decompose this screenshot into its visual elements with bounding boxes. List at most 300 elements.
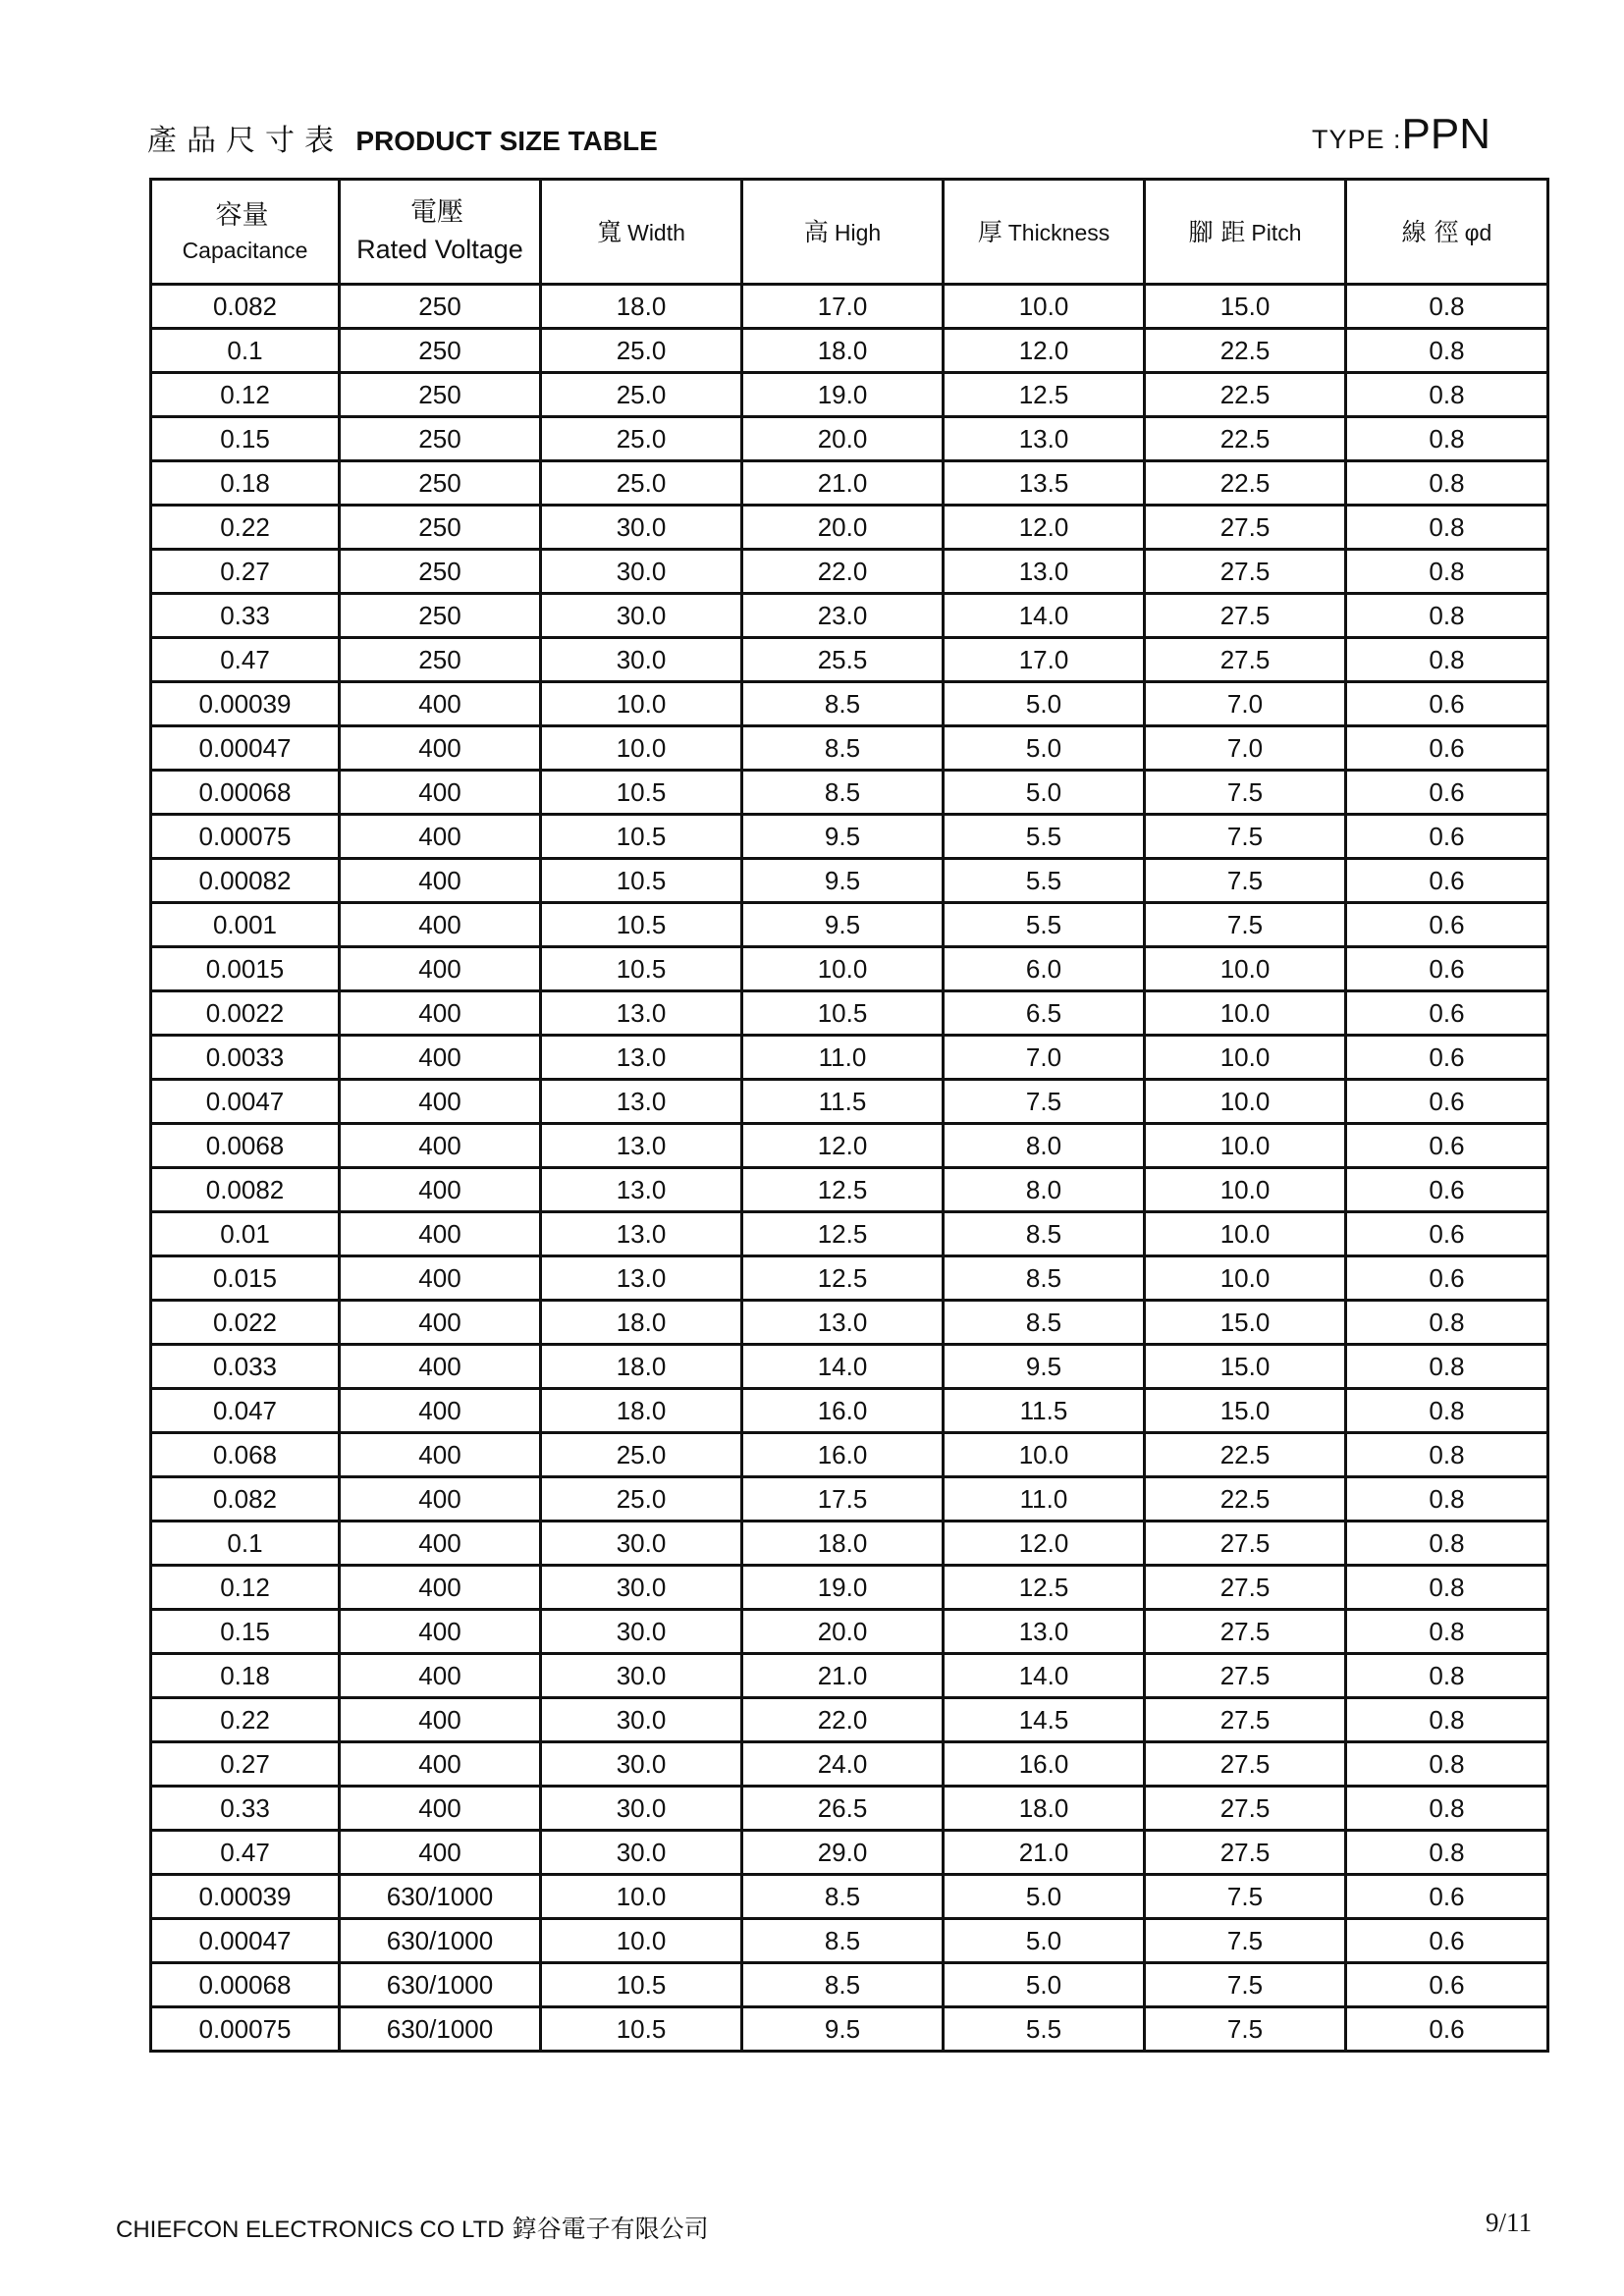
cell-thickness: 5.5 — [944, 903, 1145, 947]
table-row — [151, 1742, 1548, 1787]
table-row — [151, 329, 1548, 373]
table-row — [151, 859, 1548, 903]
type-label — [1312, 110, 1490, 159]
cell-thickness: 5.0 — [944, 1875, 1145, 1919]
cell-width: 13.0 — [541, 1036, 742, 1080]
cell-high: 11.5 — [742, 1080, 944, 1124]
cell-width: 30.0 — [541, 550, 742, 594]
cell-pitch: 22.5 — [1145, 1433, 1346, 1477]
cell-pitch: 15.0 — [1145, 1301, 1346, 1345]
table-row — [151, 903, 1548, 947]
cell-diameter: 0.8 — [1346, 506, 1548, 550]
cell-capacitance: 0.033 — [151, 1345, 340, 1389]
cell-capacitance: 0.00047 — [151, 726, 340, 771]
cell-voltage: 400 — [340, 1212, 541, 1256]
cell-capacitance: 0.047 — [151, 1389, 340, 1433]
cell-voltage: 400 — [340, 903, 541, 947]
cell-diameter: 0.6 — [1346, 991, 1548, 1036]
cell-thickness: 8.5 — [944, 1301, 1145, 1345]
cell-width: 30.0 — [541, 1698, 742, 1742]
cell-pitch: 10.0 — [1145, 991, 1346, 1036]
cell-pitch: 22.5 — [1145, 417, 1346, 461]
cell-thickness: 5.0 — [944, 682, 1145, 726]
cell-voltage: 400 — [340, 1831, 541, 1875]
header-width — [541, 180, 742, 285]
cell-voltage: 400 — [340, 1522, 541, 1566]
cell-voltage: 400 — [340, 1301, 541, 1345]
table-row — [151, 726, 1548, 771]
cell-diameter: 0.8 — [1346, 1433, 1548, 1477]
cell-diameter: 0.8 — [1346, 638, 1548, 682]
header-width-en: Width — [627, 219, 685, 245]
cell-pitch: 10.0 — [1145, 1036, 1346, 1080]
cell-capacitance: 0.00039 — [151, 682, 340, 726]
cell-pitch: 22.5 — [1145, 1477, 1346, 1522]
cell-voltage: 250 — [340, 329, 541, 373]
cell-width: 25.0 — [541, 329, 742, 373]
cell-high: 9.5 — [742, 2007, 944, 2052]
cell-voltage: 400 — [340, 1433, 541, 1477]
table-row — [151, 947, 1548, 991]
cell-diameter: 0.8 — [1346, 594, 1548, 638]
cell-voltage: 400 — [340, 1698, 541, 1742]
cell-thickness: 12.5 — [944, 373, 1145, 417]
cell-pitch: 10.0 — [1145, 1168, 1346, 1212]
cell-high: 16.0 — [742, 1433, 944, 1477]
product-size-table — [149, 178, 1549, 2053]
cell-pitch: 27.5 — [1145, 1742, 1346, 1787]
cell-pitch: 7.5 — [1145, 2007, 1346, 2052]
table-row — [151, 1522, 1548, 1566]
cell-pitch: 10.0 — [1145, 1080, 1346, 1124]
cell-high: 8.5 — [742, 1963, 944, 2007]
cell-diameter: 0.6 — [1346, 815, 1548, 859]
header-high-en: High — [834, 219, 882, 245]
cell-width: 13.0 — [541, 1256, 742, 1301]
cell-thickness: 14.5 — [944, 1698, 1145, 1742]
header-high-cjk: 高 — [803, 217, 829, 246]
cell-high: 23.0 — [742, 594, 944, 638]
cell-capacitance: 0.082 — [151, 1477, 340, 1522]
cell-diameter: 0.6 — [1346, 1036, 1548, 1080]
table-row — [151, 594, 1548, 638]
cell-diameter: 0.6 — [1346, 1919, 1548, 1963]
cell-high: 8.5 — [742, 682, 944, 726]
cell-capacitance: 0.00047 — [151, 1919, 340, 1963]
header-high — [742, 180, 944, 285]
cell-high: 22.0 — [742, 550, 944, 594]
cell-width: 13.0 — [541, 1080, 742, 1124]
cell-high: 20.0 — [742, 417, 944, 461]
cell-high: 9.5 — [742, 903, 944, 947]
header-voltage-en: Rated Voltage — [356, 235, 523, 264]
cell-width: 13.0 — [541, 991, 742, 1036]
table-row — [151, 1963, 1548, 2007]
cell-pitch: 10.0 — [1145, 1212, 1346, 1256]
cell-pitch: 27.5 — [1145, 1566, 1346, 1610]
table-row — [151, 1566, 1548, 1610]
header-voltage-cjk: 電壓 — [410, 197, 463, 229]
cell-thickness: 12.5 — [944, 1566, 1145, 1610]
cell-width: 10.5 — [541, 815, 742, 859]
cell-high: 9.5 — [742, 815, 944, 859]
cell-high: 14.0 — [742, 1345, 944, 1389]
table-row — [151, 417, 1548, 461]
cell-thickness: 8.0 — [944, 1168, 1145, 1212]
table-row — [151, 1831, 1548, 1875]
cell-capacitance: 0.0068 — [151, 1124, 340, 1168]
cell-high: 21.0 — [742, 461, 944, 506]
cell-thickness: 12.0 — [944, 506, 1145, 550]
cell-width: 30.0 — [541, 638, 742, 682]
cell-capacitance: 0.18 — [151, 461, 340, 506]
cell-high: 12.5 — [742, 1168, 944, 1212]
cell-voltage: 400 — [340, 1654, 541, 1698]
header-width-cjk: 寬 — [597, 217, 623, 246]
cell-pitch: 27.5 — [1145, 594, 1346, 638]
cell-diameter: 0.6 — [1346, 1168, 1548, 1212]
cell-diameter: 0.6 — [1346, 1080, 1548, 1124]
cell-high: 19.0 — [742, 373, 944, 417]
cell-width: 10.5 — [541, 859, 742, 903]
cell-voltage: 400 — [340, 859, 541, 903]
cell-voltage: 400 — [340, 1787, 541, 1831]
cell-voltage: 400 — [340, 1742, 541, 1787]
cell-diameter: 0.8 — [1346, 1742, 1548, 1787]
cell-width: 18.0 — [541, 1301, 742, 1345]
cell-capacitance: 0.0033 — [151, 1036, 340, 1080]
cell-pitch: 27.5 — [1145, 1698, 1346, 1742]
cell-capacitance: 0.0082 — [151, 1168, 340, 1212]
cell-high: 12.5 — [742, 1256, 944, 1301]
cell-diameter: 0.8 — [1346, 1610, 1548, 1654]
cell-diameter: 0.6 — [1346, 1963, 1548, 2007]
cell-width: 18.0 — [541, 1389, 742, 1433]
cell-voltage: 400 — [340, 1168, 541, 1212]
cell-width: 25.0 — [541, 373, 742, 417]
cell-thickness: 10.0 — [944, 1433, 1145, 1477]
cell-voltage: 400 — [340, 1345, 541, 1389]
page-title-cjk: 產品尺寸表 — [147, 124, 344, 158]
cell-thickness: 6.0 — [944, 947, 1145, 991]
cell-pitch: 7.5 — [1145, 1875, 1346, 1919]
cell-thickness: 13.0 — [944, 550, 1145, 594]
cell-diameter: 0.6 — [1346, 2007, 1548, 2052]
cell-diameter: 0.8 — [1346, 329, 1548, 373]
cell-thickness: 6.5 — [944, 991, 1145, 1036]
header-thickness — [944, 180, 1145, 285]
cell-width: 30.0 — [541, 1654, 742, 1698]
cell-voltage: 630/1000 — [340, 2007, 541, 2052]
cell-pitch: 7.5 — [1145, 903, 1346, 947]
cell-thickness: 9.5 — [944, 1345, 1145, 1389]
cell-high: 10.0 — [742, 947, 944, 991]
cell-width: 30.0 — [541, 1787, 742, 1831]
cell-capacitance: 0.15 — [151, 1610, 340, 1654]
cell-width: 10.0 — [541, 1919, 742, 1963]
cell-width: 10.0 — [541, 1875, 742, 1919]
cell-capacitance: 0.33 — [151, 1787, 340, 1831]
cell-pitch: 22.5 — [1145, 373, 1346, 417]
cell-capacitance: 0.0015 — [151, 947, 340, 991]
cell-capacitance: 0.22 — [151, 1698, 340, 1742]
cell-capacitance: 0.12 — [151, 1566, 340, 1610]
cell-thickness: 7.0 — [944, 1036, 1145, 1080]
cell-pitch: 27.5 — [1145, 550, 1346, 594]
table-body — [151, 285, 1548, 2052]
table-row — [151, 550, 1548, 594]
cell-width: 25.0 — [541, 461, 742, 506]
cell-diameter: 0.8 — [1346, 1477, 1548, 1522]
cell-capacitance: 0.082 — [151, 285, 340, 329]
header-diameter-en: φd — [1464, 219, 1492, 245]
table-row — [151, 1698, 1548, 1742]
cell-capacitance: 0.12 — [151, 373, 340, 417]
cell-pitch: 15.0 — [1145, 285, 1346, 329]
cell-pitch: 7.0 — [1145, 726, 1346, 771]
cell-capacitance: 0.27 — [151, 1742, 340, 1787]
cell-diameter: 0.8 — [1346, 1522, 1548, 1566]
page-number: 9/11 — [1486, 2208, 1532, 2237]
cell-voltage: 400 — [340, 1477, 541, 1522]
cell-width: 10.5 — [541, 903, 742, 947]
cell-voltage: 250 — [340, 506, 541, 550]
cell-capacitance: 0.015 — [151, 1256, 340, 1301]
cell-voltage: 400 — [340, 1610, 541, 1654]
table-row — [151, 1301, 1548, 1345]
cell-width: 30.0 — [541, 1742, 742, 1787]
cell-diameter: 0.8 — [1346, 1566, 1548, 1610]
cell-high: 29.0 — [742, 1831, 944, 1875]
cell-thickness: 8.5 — [944, 1212, 1145, 1256]
cell-thickness: 8.0 — [944, 1124, 1145, 1168]
cell-high: 13.0 — [742, 1301, 944, 1345]
cell-thickness: 5.5 — [944, 859, 1145, 903]
cell-voltage: 400 — [340, 771, 541, 815]
cell-pitch: 7.5 — [1145, 859, 1346, 903]
cell-thickness: 7.5 — [944, 1080, 1145, 1124]
cell-high: 8.5 — [742, 1919, 944, 1963]
cell-diameter: 0.8 — [1346, 1654, 1548, 1698]
cell-width: 13.0 — [541, 1168, 742, 1212]
cell-pitch: 22.5 — [1145, 329, 1346, 373]
cell-thickness: 5.0 — [944, 1919, 1145, 1963]
cell-voltage: 400 — [340, 726, 541, 771]
cell-width: 25.0 — [541, 1433, 742, 1477]
cell-capacitance: 0.00075 — [151, 815, 340, 859]
cell-diameter: 0.6 — [1346, 859, 1548, 903]
cell-high: 8.5 — [742, 771, 944, 815]
cell-pitch: 7.5 — [1145, 771, 1346, 815]
table-row — [151, 373, 1548, 417]
cell-diameter: 0.8 — [1346, 550, 1548, 594]
cell-width: 10.5 — [541, 2007, 742, 2052]
cell-thickness: 13.0 — [944, 417, 1145, 461]
cell-high: 22.0 — [742, 1698, 944, 1742]
cell-high: 24.0 — [742, 1742, 944, 1787]
cell-voltage: 400 — [340, 991, 541, 1036]
header-diameter-cjk: 線 徑 — [1401, 217, 1459, 246]
cell-thickness: 21.0 — [944, 1831, 1145, 1875]
table-row — [151, 1389, 1548, 1433]
table-row — [151, 461, 1548, 506]
cell-capacitance: 0.22 — [151, 506, 340, 550]
table-row — [151, 1080, 1548, 1124]
cell-width: 25.0 — [541, 417, 742, 461]
cell-diameter: 0.8 — [1346, 1301, 1548, 1345]
cell-diameter: 0.6 — [1346, 726, 1548, 771]
cell-diameter: 0.6 — [1346, 947, 1548, 991]
cell-capacitance: 0.00082 — [151, 859, 340, 903]
cell-diameter: 0.6 — [1346, 903, 1548, 947]
cell-voltage: 250 — [340, 285, 541, 329]
table-row — [151, 771, 1548, 815]
cell-pitch: 7.5 — [1145, 1963, 1346, 2007]
table-row — [151, 991, 1548, 1036]
table-row — [151, 1654, 1548, 1698]
type-prefix: TYPE : — [1311, 125, 1402, 154]
cell-thickness: 5.0 — [944, 726, 1145, 771]
cell-diameter: 0.8 — [1346, 1831, 1548, 1875]
cell-width: 30.0 — [541, 1566, 742, 1610]
cell-width: 25.0 — [541, 1477, 742, 1522]
page-title — [147, 116, 658, 159]
cell-capacitance: 0.27 — [151, 550, 340, 594]
cell-width: 18.0 — [541, 285, 742, 329]
table-row — [151, 638, 1548, 682]
table-row — [151, 1124, 1548, 1168]
cell-high: 18.0 — [742, 1522, 944, 1566]
cell-high: 12.0 — [742, 1124, 944, 1168]
cell-high: 17.5 — [742, 1477, 944, 1522]
cell-voltage: 250 — [340, 417, 541, 461]
cell-capacitance: 0.00068 — [151, 771, 340, 815]
cell-voltage: 630/1000 — [340, 1919, 541, 1963]
cell-diameter: 0.8 — [1346, 1698, 1548, 1742]
cell-high: 20.0 — [742, 506, 944, 550]
header-lead-diameter — [1346, 180, 1548, 285]
cell-thickness: 13.0 — [944, 1610, 1145, 1654]
cell-pitch: 27.5 — [1145, 1787, 1346, 1831]
cell-high: 16.0 — [742, 1389, 944, 1433]
cell-voltage: 400 — [340, 1566, 541, 1610]
cell-voltage: 250 — [340, 461, 541, 506]
footer-company — [116, 2210, 709, 2245]
cell-thickness: 8.5 — [944, 1256, 1145, 1301]
cell-width: 30.0 — [541, 506, 742, 550]
cell-capacitance: 0.022 — [151, 1301, 340, 1345]
table-header-row — [151, 180, 1548, 285]
cell-high: 9.5 — [742, 859, 944, 903]
cell-high: 21.0 — [742, 1654, 944, 1698]
cell-pitch: 15.0 — [1145, 1389, 1346, 1433]
cell-voltage: 250 — [340, 550, 541, 594]
cell-high: 10.5 — [742, 991, 944, 1036]
cell-width: 10.5 — [541, 1963, 742, 2007]
cell-capacitance: 0.0047 — [151, 1080, 340, 1124]
cell-capacitance: 0.15 — [151, 417, 340, 461]
cell-high: 11.0 — [742, 1036, 944, 1080]
cell-pitch: 10.0 — [1145, 1124, 1346, 1168]
cell-width: 18.0 — [541, 1345, 742, 1389]
header-pitch — [1145, 180, 1346, 285]
cell-pitch: 10.0 — [1145, 1256, 1346, 1301]
cell-capacitance: 0.47 — [151, 638, 340, 682]
cell-diameter: 0.8 — [1346, 285, 1548, 329]
cell-diameter: 0.8 — [1346, 461, 1548, 506]
cell-pitch: 10.0 — [1145, 947, 1346, 991]
table-row — [151, 682, 1548, 726]
cell-thickness: 14.0 — [944, 594, 1145, 638]
table-row — [151, 1919, 1548, 1963]
cell-diameter: 0.8 — [1346, 1345, 1548, 1389]
cell-pitch: 27.5 — [1145, 1831, 1346, 1875]
cell-voltage: 250 — [340, 373, 541, 417]
table-row — [151, 1345, 1548, 1389]
cell-voltage: 400 — [340, 1080, 541, 1124]
header-thickness-en: Thickness — [1007, 219, 1110, 245]
cell-diameter: 0.8 — [1346, 1787, 1548, 1831]
cell-diameter: 0.6 — [1346, 1212, 1548, 1256]
cell-high: 20.0 — [742, 1610, 944, 1654]
cell-width: 13.0 — [541, 1124, 742, 1168]
cell-capacitance: 0.1 — [151, 329, 340, 373]
cell-voltage: 400 — [340, 1124, 541, 1168]
cell-capacitance: 0.00068 — [151, 1963, 340, 2007]
cell-diameter: 0.6 — [1346, 1124, 1548, 1168]
cell-thickness: 5.0 — [944, 1963, 1145, 2007]
cell-thickness: 12.0 — [944, 329, 1145, 373]
cell-thickness: 10.0 — [944, 285, 1145, 329]
cell-capacitance: 0.47 — [151, 1831, 340, 1875]
header-pitch-en: Pitch — [1251, 219, 1302, 245]
cell-pitch: 7.0 — [1145, 682, 1346, 726]
cell-pitch: 7.5 — [1145, 815, 1346, 859]
cell-width: 10.5 — [541, 771, 742, 815]
header-capacitance-en: Capacitance — [182, 237, 308, 263]
cell-diameter: 0.8 — [1346, 1389, 1548, 1433]
cell-high: 26.5 — [742, 1787, 944, 1831]
cell-voltage: 250 — [340, 638, 541, 682]
cell-thickness: 5.5 — [944, 2007, 1145, 2052]
table-row — [151, 1875, 1548, 1919]
header-pitch-cjk: 腳 距 — [1188, 217, 1246, 246]
cell-pitch: 27.5 — [1145, 1654, 1346, 1698]
cell-voltage: 400 — [340, 1389, 541, 1433]
cell-capacitance: 0.00039 — [151, 1875, 340, 1919]
cell-capacitance: 0.001 — [151, 903, 340, 947]
cell-pitch: 27.5 — [1145, 638, 1346, 682]
cell-thickness: 11.5 — [944, 1389, 1145, 1433]
cell-capacitance: 0.18 — [151, 1654, 340, 1698]
table-row — [151, 1168, 1548, 1212]
table-row — [151, 1610, 1548, 1654]
table-row — [151, 1256, 1548, 1301]
cell-diameter: 0.8 — [1346, 417, 1548, 461]
cell-thickness: 14.0 — [944, 1654, 1145, 1698]
table-row — [151, 2007, 1548, 2052]
cell-capacitance: 0.068 — [151, 1433, 340, 1477]
cell-thickness: 12.0 — [944, 1522, 1145, 1566]
cell-width: 30.0 — [541, 1522, 742, 1566]
cell-width: 10.5 — [541, 947, 742, 991]
cell-voltage: 400 — [340, 682, 541, 726]
cell-voltage: 250 — [340, 594, 541, 638]
page-title-en: PRODUCT SIZE TABLE — [355, 126, 658, 156]
cell-high: 8.5 — [742, 726, 944, 771]
table-row — [151, 815, 1548, 859]
cell-diameter: 0.6 — [1346, 1256, 1548, 1301]
